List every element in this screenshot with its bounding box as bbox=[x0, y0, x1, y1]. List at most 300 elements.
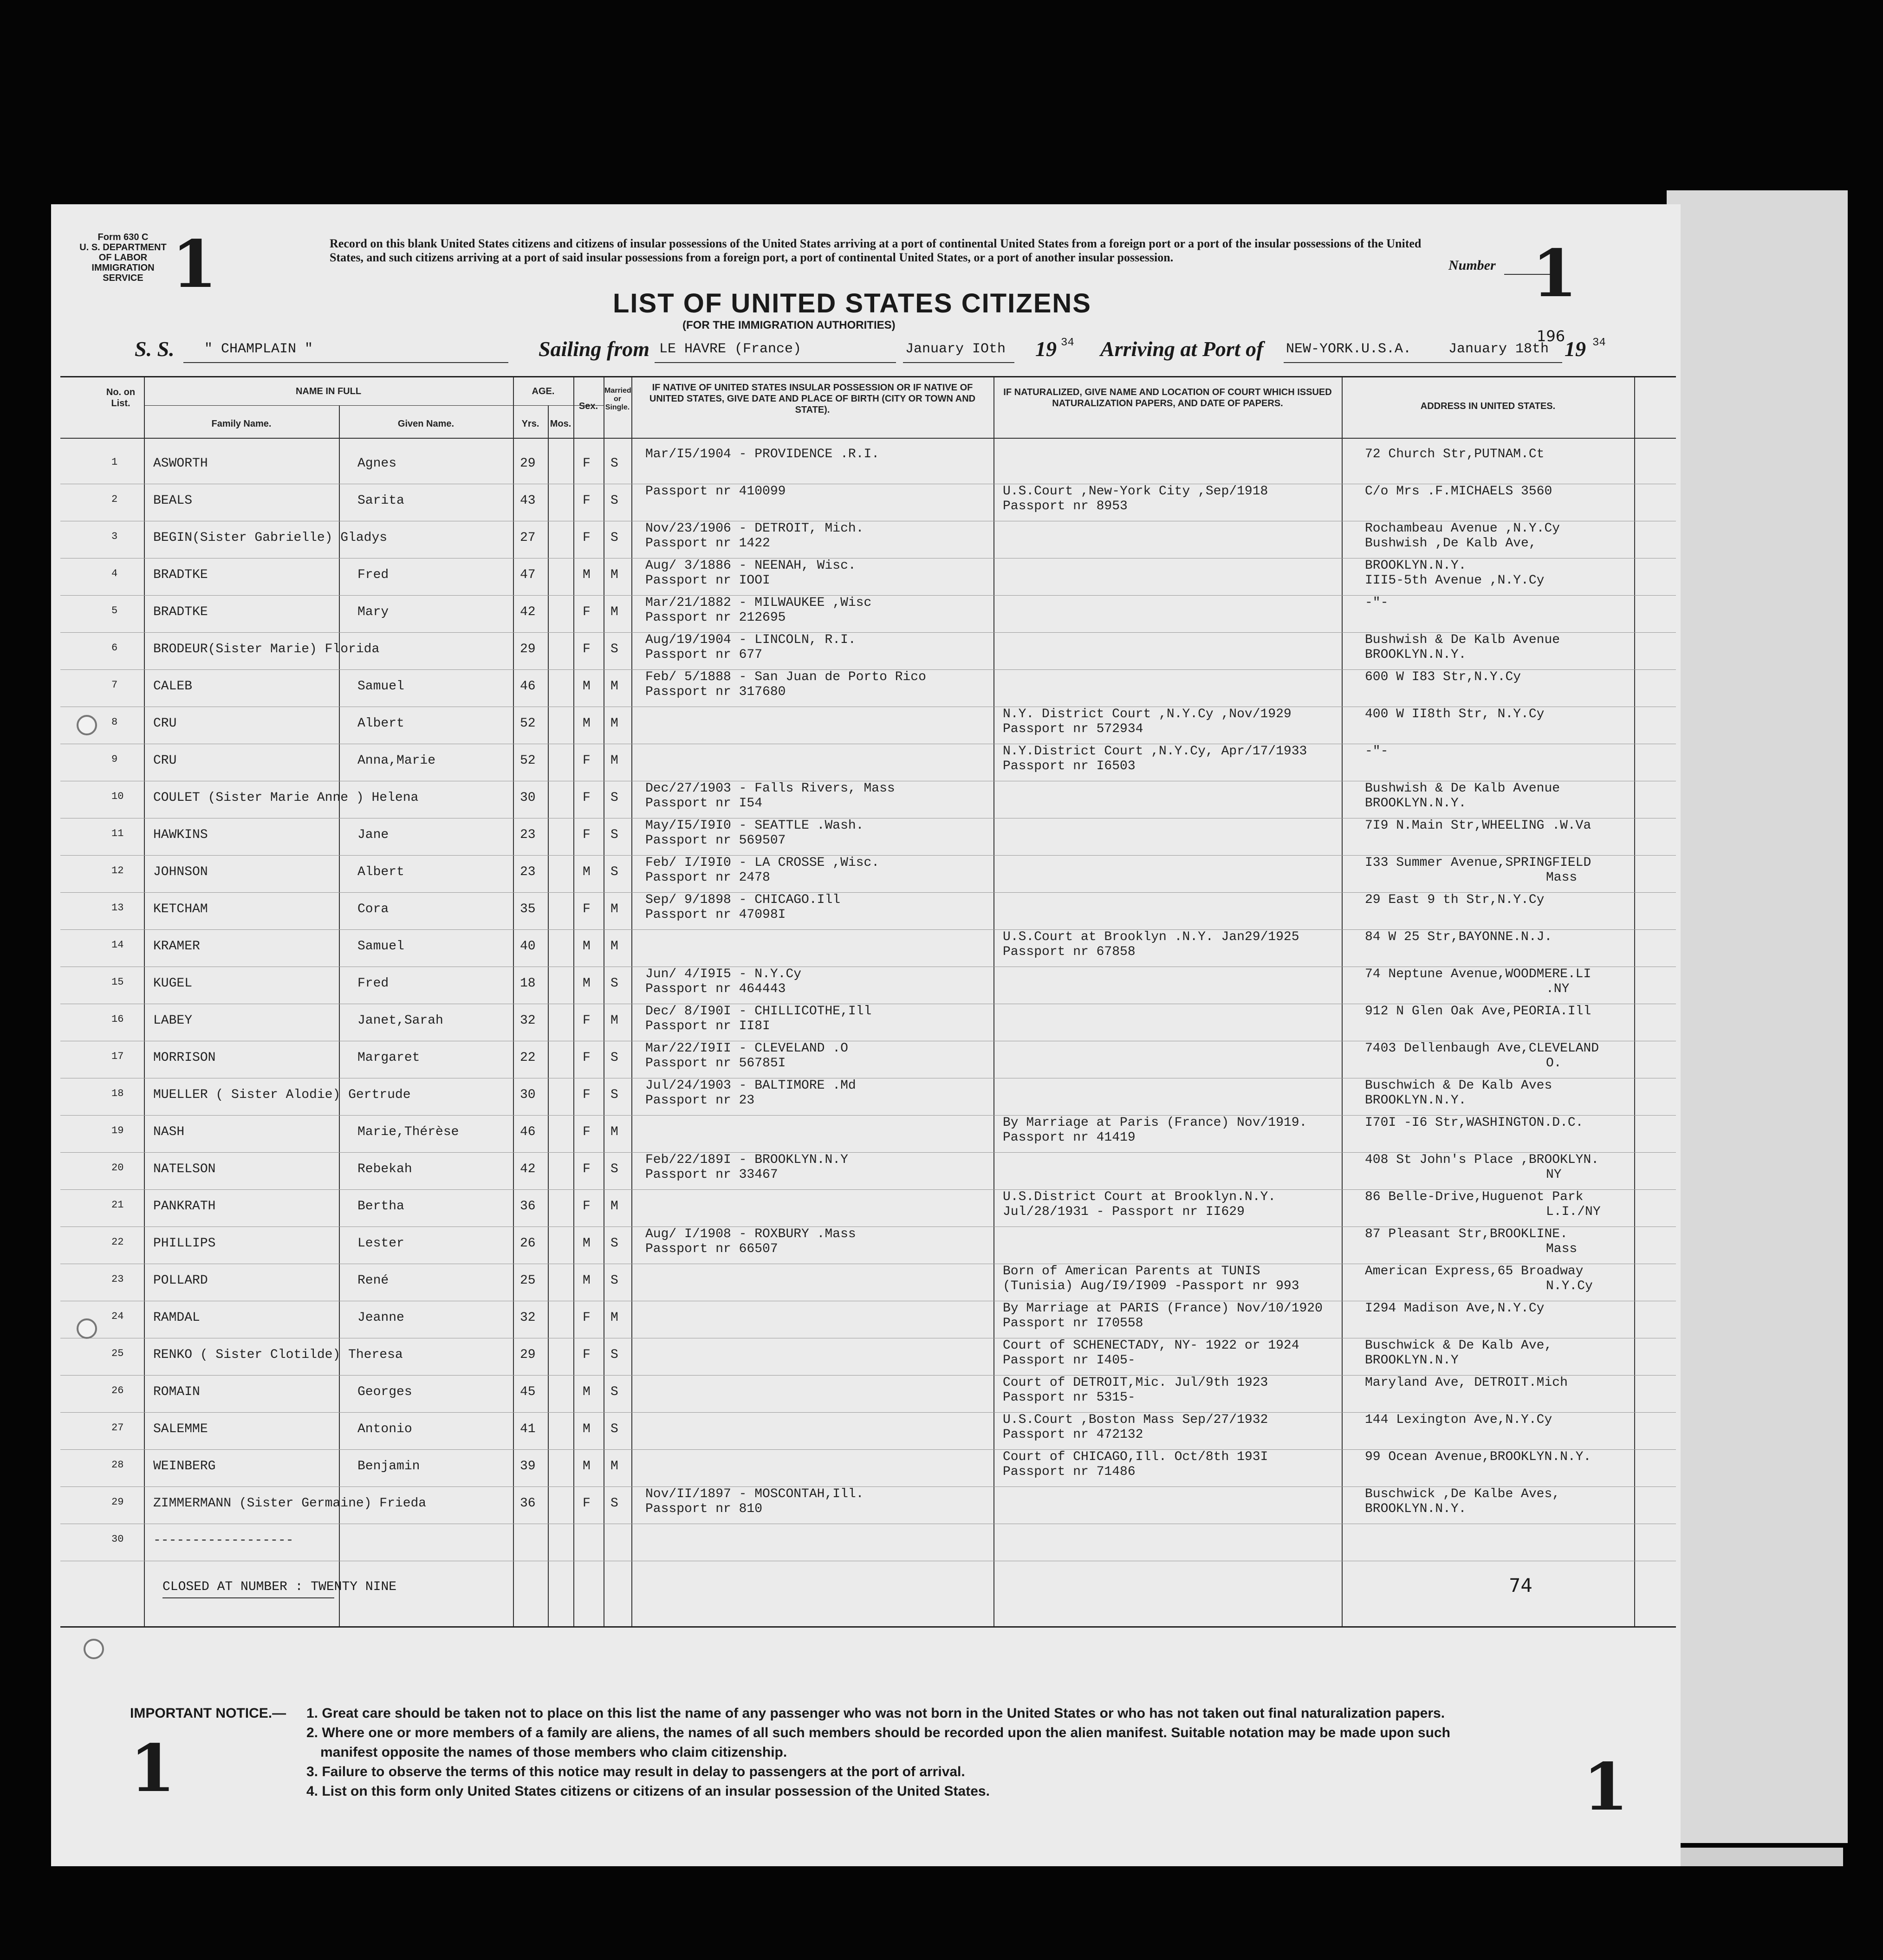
notice-heading: IMPORTANT NOTICE.— bbox=[130, 1706, 286, 1721]
marital-status: S bbox=[610, 976, 618, 991]
punch-hole bbox=[77, 1318, 97, 1339]
naturalization-line-1: U.S.Court ,Boston Mass Sep/27/1932 bbox=[1003, 1413, 1268, 1427]
marital-status: M bbox=[610, 1199, 618, 1214]
age-years: 32 bbox=[520, 1311, 536, 1325]
row-number: 6 bbox=[111, 642, 118, 654]
address-line-1: I33 Summer Avenue,SPRINGFIELD bbox=[1365, 856, 1591, 870]
naturalization-line-1: Born of American Parents at TUNIS bbox=[1003, 1264, 1260, 1279]
age-years: 29 bbox=[520, 1348, 536, 1362]
birth-line-1: Jul/24/1903 - BALTIMORE .Md bbox=[645, 1078, 856, 1093]
address-line-1: -"- bbox=[1365, 744, 1389, 759]
family-name: MORRISON bbox=[153, 1051, 216, 1065]
given-name: Cora bbox=[357, 902, 389, 916]
closed-at-number: CLOSED AT NUMBER : TWENTY NINE bbox=[162, 1580, 397, 1594]
sex: M bbox=[583, 1236, 591, 1251]
marital-status: M bbox=[610, 1125, 618, 1139]
marital-status: S bbox=[610, 642, 618, 656]
age-years: 46 bbox=[520, 1125, 536, 1139]
sex: M bbox=[583, 1459, 591, 1473]
age-years: 29 bbox=[520, 642, 536, 656]
punch-hole bbox=[77, 715, 97, 735]
address-line-2: BROOKLYN.N.Y. bbox=[1365, 648, 1467, 662]
arrival-date: January 18th bbox=[1448, 341, 1549, 357]
birth-line-1: Mar/21/1882 - MILWAUKEE ,Wisc bbox=[645, 596, 872, 610]
marital-status: S bbox=[610, 456, 618, 471]
age-years: 41 bbox=[520, 1422, 536, 1436]
table-row bbox=[60, 1116, 1676, 1153]
row-number: 16 bbox=[111, 1013, 124, 1025]
address-line-1: 72 Church Str,PUTNAM.Ct bbox=[1365, 447, 1545, 461]
birth-line-2: Passport nr I54 bbox=[645, 796, 763, 811]
header-given: Given Name. bbox=[397, 419, 455, 429]
sailing-date: January IOth bbox=[905, 341, 1006, 357]
age-years: 30 bbox=[520, 1088, 536, 1102]
family-name: KUGEL bbox=[153, 976, 193, 991]
sex: F bbox=[583, 791, 591, 805]
table-row bbox=[60, 1153, 1676, 1190]
address-line-2: N.Y.Cy bbox=[1546, 1279, 1593, 1293]
naturalization-line-2: Passport nr 5315- bbox=[1003, 1390, 1136, 1405]
sheet-number-bottom-left: 1 bbox=[130, 1731, 175, 1807]
address-line-2: Mass bbox=[1546, 870, 1578, 885]
address-line-1: 408 St John's Place ,BROOKLYN. bbox=[1365, 1153, 1599, 1167]
table-row bbox=[60, 967, 1676, 1004]
family-name: LABEY bbox=[153, 1013, 193, 1028]
family-name: HAWKINS bbox=[153, 828, 208, 842]
sex: M bbox=[583, 679, 591, 694]
age-years: 32 bbox=[520, 1013, 536, 1028]
header-birth: IF NATIVE OF UNITED STATES INSULAR POSSESSION OR IF NATIVE OF UNITED STATES, GIVE DATE AND PLACE OF BIRTH (CITY OR TOWN AND STATE). bbox=[649, 383, 976, 415]
family-name: CRU bbox=[153, 716, 177, 731]
naturalization-line-1: Court of DETROIT,Mic. Jul/9th 1923 bbox=[1003, 1376, 1268, 1390]
sex: F bbox=[583, 456, 591, 471]
address-line-2: .NY bbox=[1546, 982, 1570, 996]
arriving-label: Arriving at Port of bbox=[1100, 337, 1264, 361]
given-name: Anna,Marie bbox=[357, 753, 436, 768]
header-family: Family Name. bbox=[211, 419, 272, 429]
family-name: ROMAIN bbox=[153, 1385, 200, 1399]
birth-line-2: Passport nr 317680 bbox=[645, 685, 786, 699]
family-name: BRADTKE bbox=[153, 605, 208, 619]
given-name: Jane bbox=[357, 828, 389, 842]
address-line-1: 400 W II8th Str, N.Y.Cy bbox=[1365, 707, 1545, 721]
marital-status: S bbox=[610, 1496, 618, 1511]
table-row bbox=[60, 484, 1676, 521]
birth-line-1: Aug/ I/1908 - ROXBURY .Mass bbox=[645, 1227, 856, 1241]
table-row bbox=[60, 1450, 1676, 1487]
family-name: ------------------ bbox=[153, 1533, 294, 1548]
naturalization-line-2: Passport nr 41419 bbox=[1003, 1130, 1136, 1145]
row-number: 28 bbox=[111, 1459, 124, 1471]
notice-item-2-cont: manifest opposite the names of those members who claim citizenship. bbox=[320, 1745, 787, 1760]
table-row bbox=[60, 1227, 1676, 1264]
family-name: CRU bbox=[153, 753, 177, 768]
age-years: 35 bbox=[520, 902, 536, 916]
sailing-date-underline bbox=[903, 362, 1014, 363]
given-name: Albert bbox=[357, 716, 404, 731]
birth-line-2: Passport nr 810 bbox=[645, 1502, 763, 1516]
arrival-year-prefix: 19 bbox=[1565, 337, 1586, 361]
header-bottom-line bbox=[60, 438, 1676, 439]
age-years: 23 bbox=[520, 865, 536, 879]
table-row bbox=[60, 1376, 1676, 1413]
naturalization-line-2: Jul/28/1931 - Passport nr II629 bbox=[1003, 1205, 1245, 1219]
address-line-1: 7I9 N.Main Str,WHEELING .W.Va bbox=[1365, 818, 1591, 833]
row-number: 19 bbox=[111, 1125, 124, 1136]
address-line-2: III5-5th Avenue ,N.Y.Cy bbox=[1365, 573, 1545, 588]
voyage-line bbox=[135, 327, 1643, 364]
form-number-block bbox=[79, 232, 167, 283]
row-number: 9 bbox=[111, 753, 118, 765]
sex: F bbox=[583, 493, 591, 508]
birth-line-1: Jun/ 4/I9I5 - N.Y.Cy bbox=[645, 967, 802, 981]
table-row bbox=[60, 1264, 1676, 1301]
row-number: 3 bbox=[111, 531, 118, 542]
table-row bbox=[60, 781, 1676, 818]
naturalization-line-1: N.Y.District Court ,N.Y.Cy, Apr/17/1933 bbox=[1003, 744, 1307, 759]
birth-line-1: Sep/ 9/1898 - CHICAGO.Ill bbox=[645, 893, 841, 907]
row-number: 13 bbox=[111, 902, 124, 914]
table-row bbox=[60, 1190, 1676, 1227]
family-name: BEGIN(Sister Gabrielle) Gladys bbox=[153, 531, 388, 545]
table-row bbox=[60, 521, 1676, 558]
family-name: RENKO ( Sister Clotilde) Theresa bbox=[153, 1348, 403, 1362]
row-number: 1 bbox=[111, 456, 118, 468]
sailing-label: Sailing from bbox=[539, 337, 650, 361]
naturalization-line-1: U.S.Court at Brooklyn .N.Y. Jan29/1925 bbox=[1003, 930, 1299, 944]
family-name: MUELLER ( Sister Alodie) Gertrude bbox=[153, 1088, 411, 1102]
naturalization-line-2: Passport nr I6503 bbox=[1003, 759, 1136, 773]
row-number: 2 bbox=[111, 493, 118, 505]
birth-line-2: Passport nr 569507 bbox=[645, 833, 786, 848]
row-number: 10 bbox=[111, 791, 124, 802]
table-row bbox=[60, 930, 1676, 967]
sheet-number-top-left: 1 bbox=[172, 227, 217, 303]
given-name: Jeanne bbox=[357, 1311, 404, 1325]
family-name: PANKRATH bbox=[153, 1199, 216, 1214]
age-years: 18 bbox=[520, 976, 536, 991]
given-name: Marie,Thérèse bbox=[357, 1125, 459, 1139]
age-years: 47 bbox=[520, 568, 536, 582]
given-name: Margaret bbox=[357, 1051, 420, 1065]
family-name: JOHNSON bbox=[153, 865, 208, 879]
table-row bbox=[60, 596, 1676, 633]
birth-line-2: Passport nr 212695 bbox=[645, 610, 786, 625]
sex: F bbox=[583, 531, 591, 545]
family-name: KETCHAM bbox=[153, 902, 208, 916]
row-number: 12 bbox=[111, 865, 124, 876]
address-line-2: Bushwish ,De Kalb Ave, bbox=[1365, 536, 1537, 551]
family-name: COULET (Sister Marie Anne ) Helena bbox=[153, 791, 419, 805]
header-yrs: Yrs. bbox=[521, 419, 539, 429]
table-row bbox=[60, 1487, 1676, 1524]
age-years: 45 bbox=[520, 1385, 536, 1399]
marital-status: S bbox=[610, 828, 618, 842]
table-row bbox=[60, 744, 1676, 781]
address-line-1: Bushwish & De Kalb Avenue bbox=[1365, 781, 1560, 796]
address-line-2: BROOKLYN.N.Y. bbox=[1365, 1093, 1467, 1108]
age-years: 22 bbox=[520, 1051, 536, 1065]
birth-line-1: Passport nr 410099 bbox=[645, 484, 786, 499]
age-years: 42 bbox=[520, 605, 536, 619]
punch-hole bbox=[84, 1639, 104, 1659]
given-name: Rebekah bbox=[357, 1162, 412, 1176]
family-name: BEALS bbox=[153, 493, 193, 508]
row-number: 18 bbox=[111, 1088, 124, 1099]
given-name: Bertha bbox=[357, 1199, 404, 1214]
sex: F bbox=[583, 1496, 591, 1511]
page-title: LIST OF UNITED STATES CITIZENS bbox=[613, 288, 1091, 318]
family-name: ASWORTH bbox=[153, 456, 208, 471]
birth-line-1: May/I5/I9I0 - SEATTLE .Wash. bbox=[645, 818, 864, 833]
table-row bbox=[60, 856, 1676, 893]
row-number: 30 bbox=[111, 1533, 124, 1545]
sex: M bbox=[583, 1422, 591, 1436]
birth-line-1: Nov/23/1906 - DETROIT, Mich. bbox=[645, 521, 864, 536]
naturalization-line-2: Passport nr 472132 bbox=[1003, 1428, 1143, 1442]
address-line-1: 7403 Dellenbaugh Ave,CLEVELAND bbox=[1365, 1041, 1599, 1056]
birth-line-1: Aug/ 3/1886 - NEENAH, Wisc. bbox=[645, 558, 856, 573]
marital-status: M bbox=[610, 605, 618, 619]
sex: M bbox=[583, 1273, 591, 1288]
sex: F bbox=[583, 1199, 591, 1214]
marital-status: S bbox=[610, 1236, 618, 1251]
age-years: 52 bbox=[520, 753, 536, 768]
sailing-port: LE HAVRE (France) bbox=[659, 341, 802, 357]
age-years: 30 bbox=[520, 791, 536, 805]
birth-line-2: Passport nr 464443 bbox=[645, 982, 786, 996]
page-number-handwritten: 74 bbox=[1509, 1575, 1532, 1597]
row-number: 20 bbox=[111, 1162, 124, 1174]
marital-status: S bbox=[610, 1422, 618, 1436]
given-name: Antonio bbox=[357, 1422, 412, 1436]
manifest-sheet bbox=[51, 204, 1681, 1866]
row-number: 29 bbox=[111, 1496, 124, 1508]
ship-name: " CHAMPLAIN " bbox=[204, 341, 313, 357]
age-years: 43 bbox=[520, 493, 536, 508]
table-row bbox=[60, 633, 1676, 670]
table-row bbox=[60, 558, 1676, 596]
row-number: 25 bbox=[111, 1348, 124, 1359]
row-number: 26 bbox=[111, 1385, 124, 1396]
page-subtitle: (FOR THE IMMIGRATION AUTHORITIES) bbox=[682, 319, 896, 331]
given-name: Georges bbox=[357, 1385, 412, 1399]
sheet-number-top-right: 1 bbox=[1532, 236, 1578, 312]
naturalization-line-1: By Marriage at PARIS (France) Nov/10/1920 bbox=[1003, 1301, 1323, 1316]
arrival-page-note: 196 bbox=[1537, 327, 1565, 345]
row-number: 23 bbox=[111, 1273, 124, 1285]
sex: M bbox=[583, 568, 591, 582]
given-name: Mary bbox=[357, 605, 389, 619]
service-name: IMMIGRATION SERVICE bbox=[91, 263, 155, 283]
given-name: Janet,Sarah bbox=[357, 1013, 443, 1028]
birth-line-1: Aug/19/1904 - LINCOLN, R.I. bbox=[645, 633, 856, 647]
notice-item-4: 4. List on this form only United States citizens or citizens of an insular possession of the United States. bbox=[306, 1784, 990, 1799]
birth-line-2: Passport nr 33467 bbox=[645, 1168, 778, 1182]
marital-status: S bbox=[610, 531, 618, 545]
sex: M bbox=[583, 865, 591, 879]
naturalization-line-1: U.S.District Court at Brooklyn.N.Y. bbox=[1003, 1190, 1276, 1204]
sailing-year-prefix: 19 bbox=[1035, 337, 1057, 361]
header-age: AGE. bbox=[532, 386, 555, 396]
given-name: Sarita bbox=[357, 493, 404, 508]
address-line-1: I70I -I6 Str,WASHINGTON.D.C. bbox=[1365, 1116, 1584, 1130]
naturalization-line-1: U.S.Court ,New-York City ,Sep/1918 bbox=[1003, 484, 1268, 499]
birth-line-1: Mar/22/I9II - CLEVELAND .O bbox=[645, 1041, 848, 1056]
naturalization-line-1: By Marriage at Paris (France) Nov/1919. bbox=[1003, 1116, 1307, 1130]
table-row bbox=[60, 1078, 1676, 1116]
table-row bbox=[60, 818, 1676, 856]
given-name: Fred bbox=[357, 976, 389, 991]
marital-status: S bbox=[610, 493, 618, 508]
sex: F bbox=[583, 828, 591, 842]
address-line-1: BROOKLYN.N.Y. bbox=[1365, 558, 1467, 573]
address-line-2: O. bbox=[1546, 1056, 1562, 1071]
address-line-1: 86 Belle-Drive,Huguenot Park bbox=[1365, 1190, 1584, 1204]
address-line-1: 84 W 25 Str,BAYONNE.N.J. bbox=[1365, 930, 1552, 944]
sex: F bbox=[583, 753, 591, 768]
marital-status: S bbox=[610, 1051, 618, 1065]
row-number: 22 bbox=[111, 1236, 124, 1248]
family-name: BRODEUR(Sister Marie) Florida bbox=[153, 642, 380, 656]
sex: M bbox=[583, 716, 591, 731]
address-line-1: 29 East 9 th Str,N.Y.Cy bbox=[1365, 893, 1545, 907]
naturalization-line-2: Passport nr 71486 bbox=[1003, 1465, 1136, 1479]
family-name: WEINBERG bbox=[153, 1459, 216, 1473]
row-number: 15 bbox=[111, 976, 124, 988]
sex: F bbox=[583, 1125, 591, 1139]
marital-status: S bbox=[610, 1162, 618, 1176]
age-years: 36 bbox=[520, 1496, 536, 1511]
header-naturalized: IF NATURALIZED, GIVE NAME AND LOCATION OF COURT WHICH ISSUED NATURALIZATION PAPERS, AND DATE OF PAPERS. bbox=[1003, 387, 1332, 409]
table-row bbox=[60, 893, 1676, 930]
address-line-2: BROOKLYN.N.Y bbox=[1365, 1353, 1459, 1368]
birth-line-1: Dec/27/1903 - Falls Rivers, Mass bbox=[645, 781, 895, 796]
marital-status: M bbox=[610, 679, 618, 694]
address-line-1: Maryland Ave, DETROIT.Mich bbox=[1365, 1376, 1568, 1390]
row-number: 5 bbox=[111, 605, 118, 617]
naturalization-line-2: (Tunisia) Aug/I9/I909 -Passport nr 993 bbox=[1003, 1279, 1299, 1293]
marital-status: S bbox=[610, 791, 618, 805]
paper-back-sheet bbox=[1667, 190, 1848, 1843]
header-name: NAME IN FULL bbox=[295, 386, 362, 396]
marital-status: S bbox=[610, 865, 618, 879]
age-years: 29 bbox=[520, 456, 536, 471]
naturalization-line-2: Passport nr 572934 bbox=[1003, 722, 1143, 736]
age-years: 27 bbox=[520, 531, 536, 545]
birth-line-2: Passport nr 47098I bbox=[645, 908, 786, 922]
form-number: Form 630 C bbox=[97, 232, 149, 242]
family-name: POLLARD bbox=[153, 1273, 208, 1288]
birth-line-2: Passport nr 66507 bbox=[645, 1242, 778, 1256]
birth-line-1: Feb/ I/I9I0 - LA CROSSE ,Wisc. bbox=[645, 856, 880, 870]
closed-underline bbox=[162, 1597, 334, 1598]
table-row bbox=[60, 1524, 1676, 1561]
sex: F bbox=[583, 1013, 591, 1028]
marital-status: M bbox=[610, 902, 618, 916]
sex: F bbox=[583, 902, 591, 916]
paper-edge bbox=[1671, 1848, 1843, 1866]
marital-status: S bbox=[610, 1088, 618, 1102]
sex: F bbox=[583, 1088, 591, 1102]
marital-status: M bbox=[610, 1013, 618, 1028]
age-years: 23 bbox=[520, 828, 536, 842]
number-label: Number bbox=[1448, 258, 1496, 273]
address-line-2: L.I./NY bbox=[1546, 1205, 1601, 1219]
address-line-1: -"- bbox=[1365, 596, 1389, 610]
naturalization-line-2: Passport nr I70558 bbox=[1003, 1316, 1143, 1330]
row-number: 7 bbox=[111, 679, 118, 691]
header-married: Married or Single. bbox=[604, 387, 631, 411]
address-line-1: 600 W I83 Str,N.Y.Cy bbox=[1365, 670, 1521, 684]
row-number: 11 bbox=[111, 828, 124, 839]
given-name: Lester bbox=[357, 1236, 404, 1251]
age-years: 40 bbox=[520, 939, 536, 954]
table-row bbox=[60, 1338, 1676, 1376]
table-row bbox=[60, 1041, 1676, 1078]
sailing-year: 34 bbox=[1061, 337, 1074, 349]
arrival-underline bbox=[1284, 362, 1562, 363]
family-name: CALEB bbox=[153, 679, 193, 694]
marital-status: M bbox=[610, 716, 618, 731]
address-line-1: C/o Mrs .F.MICHAELS 3560 bbox=[1365, 484, 1552, 499]
sex: F bbox=[583, 605, 591, 619]
address-line-2: Mass bbox=[1546, 1242, 1578, 1256]
address-line-1: I294 Madison Ave,N.Y.Cy bbox=[1365, 1301, 1545, 1316]
sex: F bbox=[583, 1051, 591, 1065]
given-name: Benjamin bbox=[357, 1459, 420, 1473]
address-line-1: Bushwish & De Kalb Avenue bbox=[1365, 633, 1560, 647]
header-divider bbox=[144, 405, 604, 406]
birth-line-2: Passport nr 1422 bbox=[645, 536, 770, 551]
address-line-2: BROOKLYN.N.Y. bbox=[1365, 1502, 1467, 1516]
arrival-port: NEW-YORK.U.S.A. bbox=[1286, 341, 1412, 357]
address-line-1: 87 Pleasant Str,BROOKLINE. bbox=[1365, 1227, 1568, 1241]
table-row bbox=[60, 707, 1676, 744]
arrival-year: 34 bbox=[1592, 337, 1606, 349]
address-line-1: American Express,65 Broadway bbox=[1365, 1264, 1584, 1279]
header-no: No. on List. bbox=[106, 387, 136, 409]
family-name: NASH bbox=[153, 1125, 185, 1139]
marital-status: M bbox=[610, 1311, 618, 1325]
age-years: 36 bbox=[520, 1199, 536, 1214]
sex: M bbox=[583, 1385, 591, 1399]
address-line-1: 74 Neptune Avenue,WOODMERE.LI bbox=[1365, 967, 1591, 981]
naturalization-line-2: Passport nr 67858 bbox=[1003, 945, 1136, 959]
ship-underline bbox=[183, 362, 508, 363]
passenger-table bbox=[60, 376, 1676, 1628]
given-name: Albert bbox=[357, 865, 404, 879]
row-number: 14 bbox=[111, 939, 124, 951]
address-line-1: 912 N Glen Oak Ave,PEORIA.Ill bbox=[1365, 1004, 1591, 1019]
sex: M bbox=[583, 939, 591, 954]
naturalization-line-1: Court of SCHENECTADY, NY- 1922 or 1924 bbox=[1003, 1338, 1299, 1353]
birth-line-2: Passport nr IOOI bbox=[645, 573, 770, 588]
marital-status: M bbox=[610, 753, 618, 768]
table-row bbox=[60, 447, 1676, 484]
header-sex: Sex. bbox=[578, 401, 598, 411]
row-number: 27 bbox=[111, 1422, 124, 1434]
notice-item-3: 3. Failure to observe the terms of this notice may result in delay to passengers at the port of arrival. bbox=[306, 1764, 965, 1779]
marital-status: M bbox=[610, 1459, 618, 1473]
birth-line-2: Passport nr 23 bbox=[645, 1093, 755, 1108]
address-line-1: Buschwich & De Kalb Aves bbox=[1365, 1078, 1552, 1093]
row-number: 24 bbox=[111, 1311, 124, 1322]
notice-item-1: 1. Great care should be taken not to place on this list the name of any passenger who was not born in the United States or who has not taken out final naturalization papers. bbox=[306, 1706, 1445, 1721]
sailing-port-underline bbox=[655, 362, 896, 363]
marital-status: M bbox=[610, 568, 618, 582]
age-years: 52 bbox=[520, 716, 536, 731]
